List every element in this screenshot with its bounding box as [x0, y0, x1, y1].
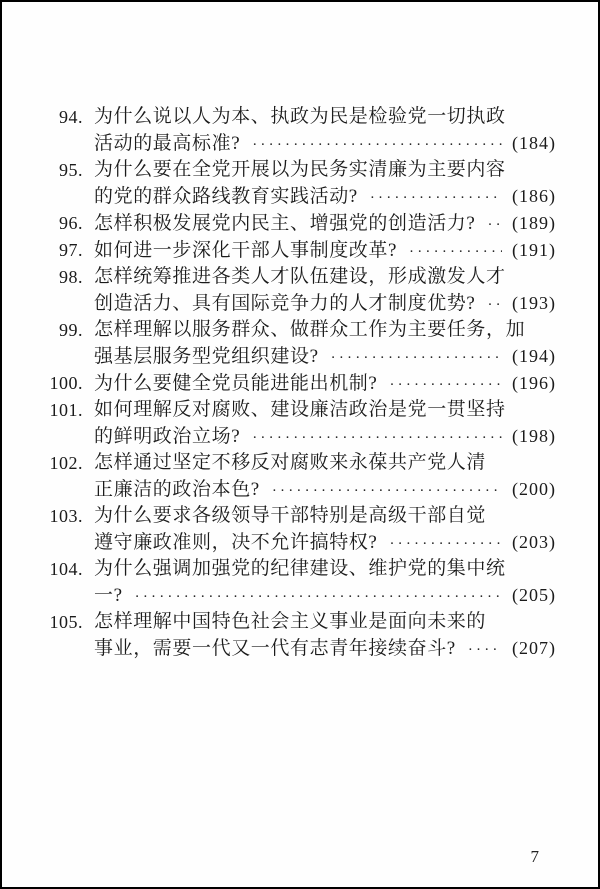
dot-leader	[135, 583, 502, 609]
toc-entry	[49, 264, 556, 317]
dot-leader	[409, 238, 502, 264]
toc-entry-page: (189)	[512, 213, 556, 233]
toc-entry-text: 一?	[94, 585, 123, 606]
toc-entry	[49, 503, 556, 556]
toc-entry-text: 怎样积极发展党内民主、增强党的创造活力?	[94, 213, 476, 234]
toc-entry-body	[94, 104, 556, 157]
toc-entry-body	[94, 157, 556, 210]
toc-entry-line	[94, 609, 556, 635]
toc-entry-line	[94, 130, 556, 157]
toc-entry	[49, 104, 556, 157]
toc-entry-line	[94, 317, 556, 343]
dot-leader	[252, 131, 502, 157]
toc-entry-number: 97.	[59, 240, 83, 260]
dot-leader	[389, 371, 502, 397]
toc-entry-line	[94, 264, 556, 290]
toc-entry-text: 创造活力、具有国际竞争力的人才制度优势?	[94, 293, 476, 314]
toc-entry-page: (191)	[512, 240, 556, 260]
toc-entry-number: 100.	[49, 373, 83, 393]
toc-entry-text: 怎样理解中国特色社会主义事业是面向未来的	[94, 611, 487, 632]
toc-entry-text: 事业，需要一代又一代有志青年接续奋斗?	[94, 638, 456, 659]
toc-entry-line	[94, 183, 556, 210]
toc-entry	[49, 157, 556, 210]
toc-entry-body	[94, 210, 556, 237]
toc-entry-text: 怎样统筹推进各类人才队伍建设，形成激发人才	[94, 266, 506, 287]
dot-leader	[487, 291, 502, 317]
toc-entry-number: 95.	[59, 160, 83, 180]
toc-entry-text: 为什么说以人为本、执政为民是检验党一切执政	[94, 106, 506, 127]
dot-leader	[272, 477, 502, 503]
toc-entry	[49, 556, 556, 609]
dot-leader	[389, 530, 502, 556]
toc-entry-number: 98.	[59, 267, 83, 287]
toc-entry-body	[94, 503, 556, 556]
toc-entry-text: 为什么要在全党开展以为民务实清廉为主要内容	[94, 159, 506, 180]
toc-entry-text: 正廉洁的政治本色?	[94, 479, 260, 500]
toc-entry	[49, 609, 556, 662]
toc-entry-line	[94, 290, 556, 317]
toc-entry-text: 为什么要健全党员能进能出机制?	[94, 373, 378, 394]
toc-entry-page: (207)	[512, 638, 556, 658]
toc-entry-number: 96.	[59, 213, 83, 233]
toc-entry-body	[94, 237, 556, 264]
toc-entry-body	[94, 397, 556, 450]
toc-entry-number: 105.	[49, 612, 83, 632]
toc-entry-text: 怎样理解以服务群众、做群众工作为主要任务，加	[94, 319, 526, 340]
toc-entry-text: 活动的最高标准?	[94, 133, 241, 154]
toc-entry-number: 104.	[49, 559, 83, 579]
toc-entry-number: 94.	[59, 107, 83, 127]
toc-entry-body	[94, 370, 556, 397]
toc-entry-line	[94, 503, 556, 529]
toc-entry-line	[94, 450, 556, 476]
toc-entry-line	[94, 210, 556, 237]
folio-page-number: 7	[530, 847, 539, 866]
toc-entry-page: (203)	[512, 532, 556, 552]
toc-entry	[49, 397, 556, 450]
toc-entry-body	[94, 450, 556, 503]
toc-entry-line	[94, 343, 556, 370]
toc-entry-line	[94, 104, 556, 130]
toc-entry	[49, 450, 556, 503]
toc-entry-line	[94, 635, 556, 662]
toc-entry-text: 强基层服务型党组织建设?	[94, 346, 319, 367]
toc-entry-text: 的鲜明政治立场?	[94, 426, 241, 447]
dot-leader	[331, 344, 502, 370]
toc-entry-line	[94, 370, 556, 397]
toc-entry-body	[94, 609, 556, 662]
toc-entry-page: (200)	[512, 479, 556, 499]
dot-leader	[487, 211, 502, 237]
toc-entry-number: 101.	[49, 400, 83, 420]
toc-entry-line	[94, 476, 556, 503]
toc-entry-number: 103.	[49, 506, 83, 526]
toc-entry-text: 怎样通过坚定不移反对腐败来永葆共产党人清	[94, 452, 487, 473]
toc-entry	[49, 370, 556, 397]
toc-entry-line	[94, 237, 556, 264]
toc-entry-number: 99.	[59, 320, 83, 340]
toc-entry-text: 的党的群众路线教育实践活动?	[94, 186, 358, 207]
toc-entry-line	[94, 423, 556, 450]
toc-entry-page: (193)	[512, 293, 556, 313]
toc-entry-text: 遵守廉政准则，决不允许搞特权?	[94, 532, 378, 553]
toc-entry-page: (194)	[512, 346, 556, 366]
dot-leader	[252, 424, 502, 450]
toc-entry	[49, 210, 556, 237]
toc-entry-line	[94, 556, 556, 582]
toc-entry-page: (205)	[512, 585, 556, 605]
toc-entry-page: (184)	[512, 133, 556, 153]
toc-entry-body	[94, 264, 556, 317]
toc-entry-line	[94, 582, 556, 609]
toc-entry-page: (186)	[512, 186, 556, 206]
toc-entry-body	[94, 317, 556, 370]
toc-entry-text: 如何理解反对腐败、建设廉洁政治是党一贯坚持	[94, 399, 506, 420]
toc-list	[49, 104, 556, 662]
toc-entry-text: 为什么强调加强党的纪律建设、维护党的集中统	[94, 558, 506, 579]
toc-entry-page: (196)	[512, 373, 556, 393]
toc-entry-text: 如何进一步深化干部人事制度改革?	[94, 240, 398, 261]
toc-entry	[49, 317, 556, 370]
toc-entry-number: 102.	[49, 453, 83, 473]
toc-entry-line	[94, 157, 556, 183]
toc-entry-line	[94, 529, 556, 556]
toc-entry	[49, 237, 556, 264]
toc-entry-line	[94, 397, 556, 423]
dot-leader	[370, 184, 502, 210]
toc-entry-page: (198)	[512, 426, 556, 446]
toc-entry-text: 为什么要求各级领导干部特别是高级干部自觉	[94, 505, 487, 526]
dot-leader	[468, 636, 502, 662]
toc-entry-body	[94, 556, 556, 609]
